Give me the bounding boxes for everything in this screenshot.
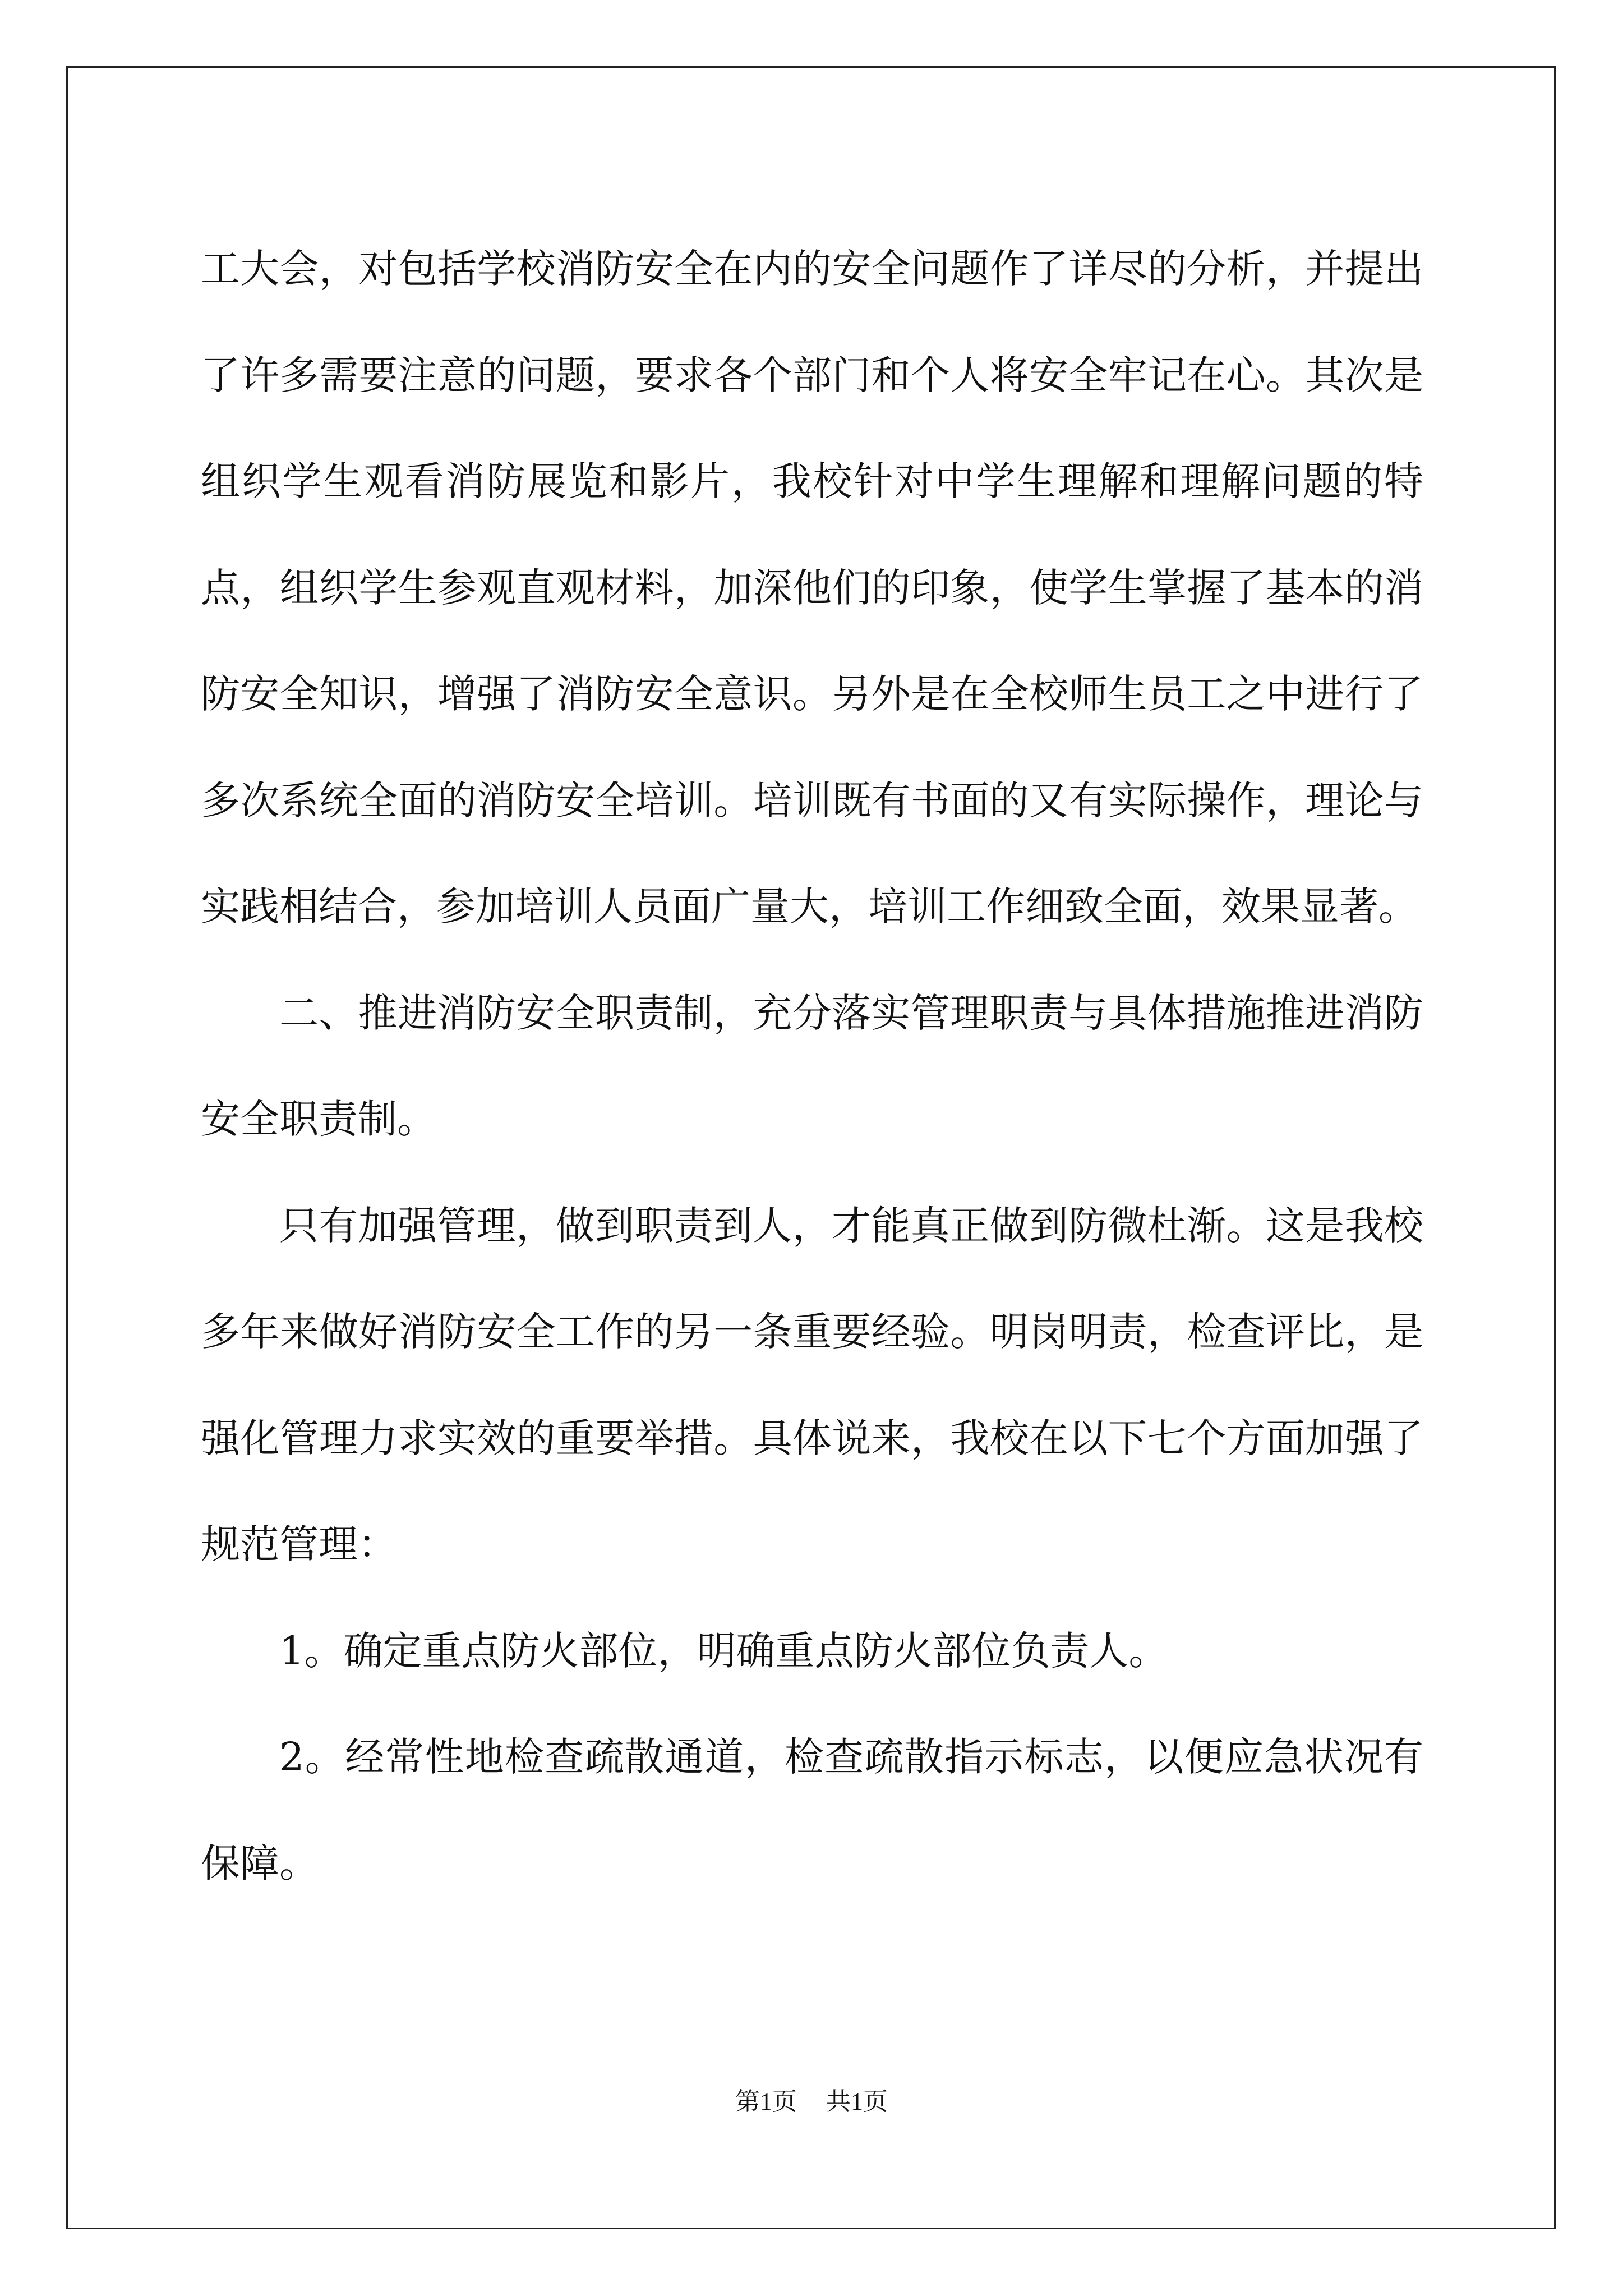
paragraph-continuation: 工大会，对包括学校消防安全在内的安全问题作了详尽的分析，并提出了许多需要注意的问题，要求各个部门和个人将安全牢记在心。其次是组织学生观看消防展览和影片，我校针对中学生理解和理解问题的特点，组织学生参观直观材料，加深他们的印象，使学生掌握了基本的消防安全知识，增强了消防安全意识。另外是在全校师生员工之中进行了多次系统全面的消防安全培训。培训既有书面的又有实际操作，理论与实践相结合，参加培训人员面广量大，培训工作细致全面，效果显著。 — [201, 246, 1423, 930]
page-total: 共1页 — [826, 2088, 888, 2115]
paragraph-management: 只有加强管理，做到职责到人，才能真正做到防微杜渐。这是我校多年来做好消防安全工作的另一条重要经验。明岗明责，检查评比，是强化管理力求实效的重要举措。具体说来，我校在以下七个方面加强了规范管理： — [201, 1202, 1423, 1567]
page-number: 第1页 — [735, 2088, 797, 2115]
page-footer — [0, 2085, 1623, 2119]
document-body — [201, 216, 1423, 1917]
list-item-2: 2。经常性地检查疏散通道，检查疏散指示标志，以便应急状况有保障。 — [201, 1734, 1423, 1887]
paragraph-section-heading: 二、推进消防安全职责制，充分落实管理职责与具体措施推进消防安全职责制。 — [201, 990, 1423, 1142]
list-item-1: 1。确定重点防火部位，明确重点防火部位负责人。 — [279, 1627, 1168, 1674]
